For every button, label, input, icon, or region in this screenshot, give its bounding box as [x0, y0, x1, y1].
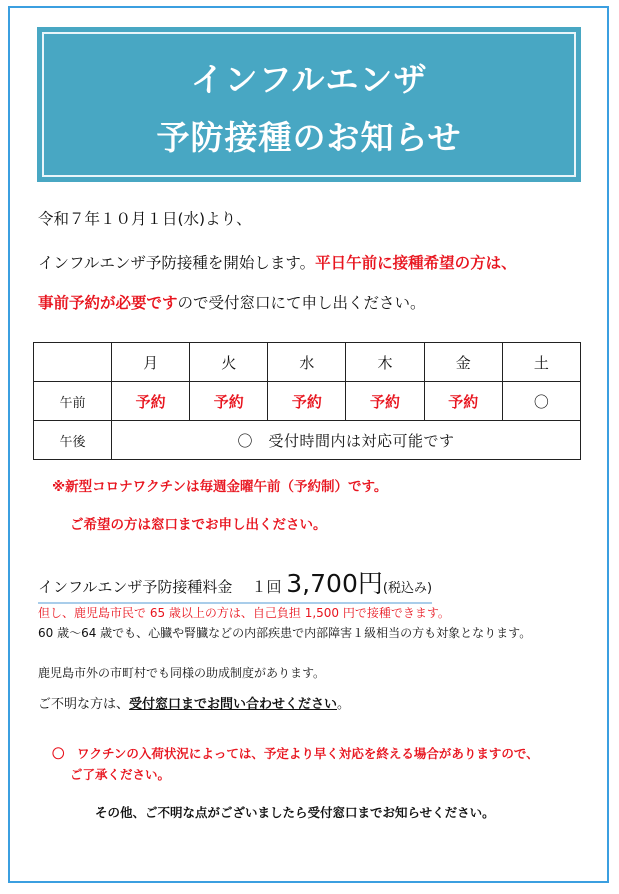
- footer-note: その他、ご不明な点がございましたら受付窓口までお知らせください。: [95, 805, 495, 820]
- am-mon: 予約: [112, 382, 190, 421]
- schedule-am-row: [34, 382, 581, 421]
- day-wed: 水: [268, 343, 346, 382]
- fee-tax: (税込み): [382, 581, 433, 596]
- schedule-table: [33, 342, 581, 460]
- detail-line1: 但し、鹿児島市民で 65 歳以上の方は、自己負担 1,500 円で接種できます。: [38, 606, 450, 620]
- fee-label: インフルエンザ予防接種料金: [38, 578, 233, 596]
- fee-per: １回: [251, 578, 282, 596]
- schedule-corner-cell: [34, 343, 112, 382]
- detail-line4-plain: ご不明な方は、: [38, 697, 130, 712]
- detail-line4-end: 。: [337, 697, 351, 712]
- intro-line2: [38, 251, 517, 273]
- day-mon: 月: [112, 343, 190, 382]
- day-tue: 火: [190, 343, 268, 382]
- title-banner: [37, 27, 581, 182]
- am-fri: 予約: [424, 382, 502, 421]
- detail-line3: 鹿児島市外の市町村でも同様の助成制度があります。: [38, 666, 326, 680]
- fee-amount: 3,700: [286, 569, 358, 598]
- covid-note-line2: ご希望の方は窓口までお申し出ください。: [70, 517, 327, 533]
- warning-line1: 〇 ワクチンの入荷状況によっては、予定より早く対応を終える場合がありますので、: [52, 746, 539, 761]
- intro-line3: [38, 291, 426, 313]
- am-thu: 予約: [346, 382, 424, 421]
- schedule-pm-row: [34, 421, 581, 460]
- pm-note: 〇 受付時間内は対応可能です: [112, 421, 581, 460]
- am-label: 午前: [34, 382, 112, 421]
- banner-title-line2: 予防接種のお知らせ: [156, 118, 462, 157]
- contact-desk-text: 受付窓口までお問い合わせください: [129, 697, 338, 712]
- schedule-header-row: [34, 343, 581, 382]
- fee-line: [38, 564, 432, 604]
- warning-line2: ご了承ください。: [70, 767, 171, 782]
- day-thu: 木: [346, 343, 424, 382]
- covid-note-line1: ※新型コロナワクチンは毎週金曜午前（予約制）です。: [52, 479, 388, 495]
- banner-border: [42, 32, 576, 177]
- am-sat: 〇: [502, 382, 580, 421]
- pm-label: 午後: [34, 421, 112, 460]
- detail-line2: 60 歳～64 歳でも、心臓や腎臓などの内部疾患で内部障害１級相当の方も対象となります。: [38, 626, 532, 640]
- day-fri: 金: [424, 343, 502, 382]
- intro-line3-red: 事前予約が必要です: [38, 294, 178, 312]
- banner-title-line1: インフルエンザ: [190, 60, 428, 99]
- am-wed: 予約: [268, 382, 346, 421]
- intro-line2-plain: インフルエンザ予防接種を開始します。: [38, 254, 316, 272]
- intro-line1: 令和７年１０月１日(水)より、: [38, 210, 252, 228]
- fee-unit: 円: [357, 569, 383, 598]
- intro-line3-plain: ので受付窓口にて申し出ください。: [177, 294, 426, 312]
- day-sat: 土: [502, 343, 580, 382]
- am-tue: 予約: [190, 382, 268, 421]
- intro-line2-red: 平日午前に接種希望の方は、: [315, 254, 517, 272]
- detail-line4: [38, 693, 350, 712]
